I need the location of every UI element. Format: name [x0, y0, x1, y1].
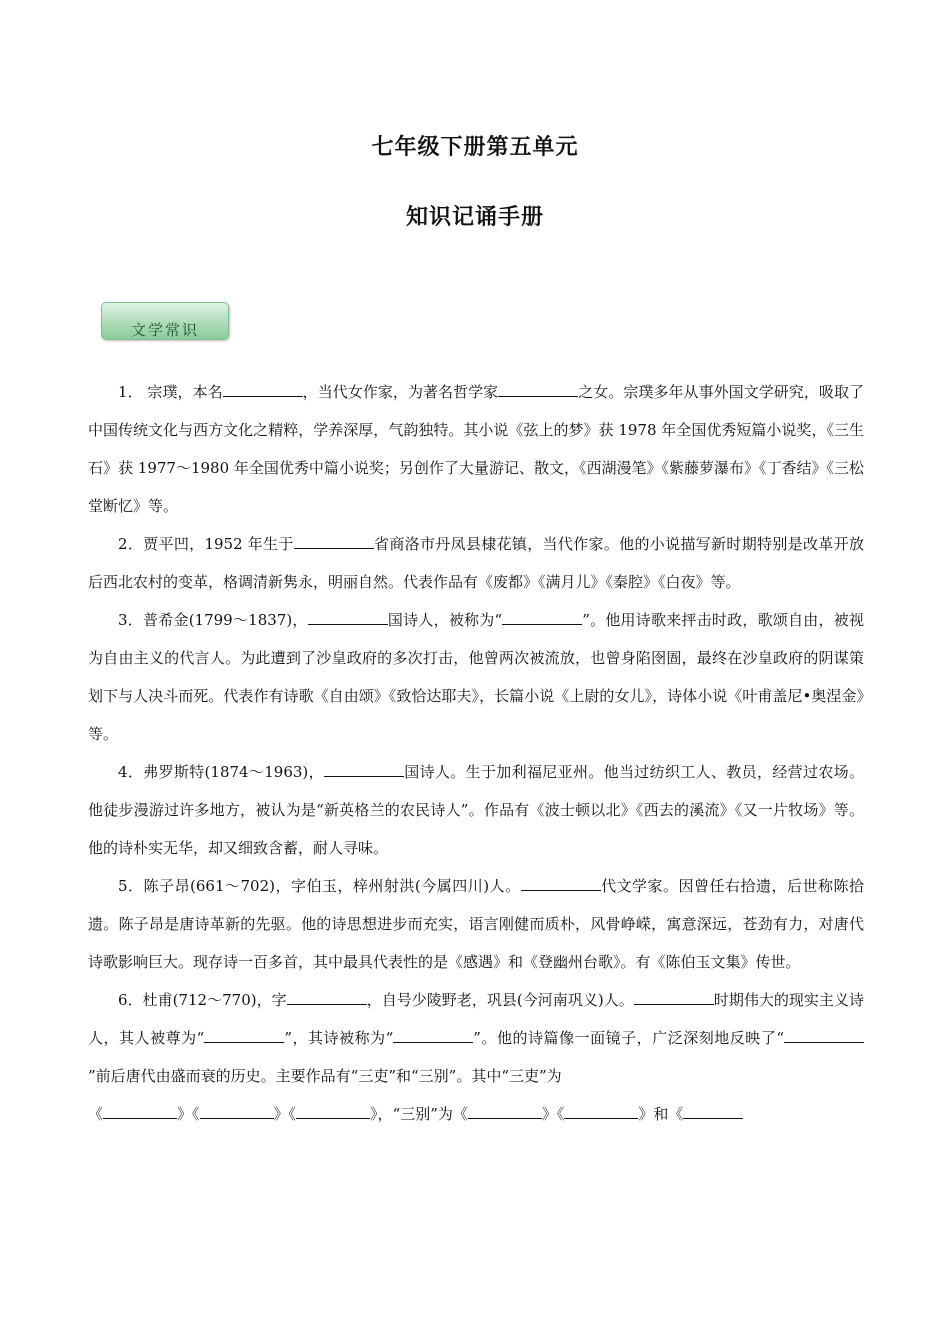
item-text: 1． 宗璞，本名	[118, 383, 223, 401]
item-text: ，当代女作家，为著名哲学家	[302, 383, 499, 401]
item-text: “三别”为《	[392, 1105, 468, 1123]
item-text: 3．普希金(1799～1837)，	[118, 611, 308, 629]
section-badge-label: 文学常识	[130, 321, 199, 339]
item-text: 之女。宗璞多年从事外国文学研究，吸取了中国传统文化与西方文化之精粹，学养深厚，气韵独特。其小说《弦上的梦》获 1978 年全国优秀短篇小说奖，《三生石》获 1977～1980 年全国优秀中篇小说奖；另创作了大量游记、散文，《西湖漫笔》《紫藤萝瀑布》《丁香结》《三松堂断忆》等。	[88, 383, 864, 515]
fill-blank[interactable]	[324, 758, 404, 777]
fill-blank[interactable]	[204, 1024, 284, 1043]
item-text: 》，	[370, 1105, 393, 1123]
fill-blank[interactable]	[498, 378, 578, 397]
fill-blank[interactable]	[287, 986, 367, 1005]
item-text: ”。他用诗歌来抨击时政，歌颂自由，被视为自由主义的代言人。为此遭到了沙皇政府的多次打击，他曾两次被流放，也曾身陷囹圄，最终在沙皇政府的阴谋策划下与人决斗而死。代表作有诗歌《自由颂》《致恰达耶夫》，长篇小说《上尉的女儿》，诗体小说《叶甫盖尼•奥涅金》等。	[88, 611, 864, 743]
item-text: 省商洛市丹凤县棣花镇，当代作家。他的小说描写新时期特别是改革开放后西北农村的变革，格调清新隽永，明丽自然。代表作品有《废都》《满月儿》《秦腔》《白夜》等。	[88, 535, 864, 591]
fill-blank[interactable]	[564, 1100, 638, 1119]
fill-blank[interactable]	[521, 872, 601, 891]
fill-blank[interactable]	[308, 606, 388, 625]
item-6	[88, 981, 864, 1095]
section-badge	[101, 302, 229, 340]
item-text: 4．弗罗斯特(1874～1963)，	[118, 763, 324, 781]
fill-blank[interactable]	[502, 606, 582, 625]
item-text: ”前后唐代由盛而衰的历史。主要作品有“三吏”和“三别”。其中“三吏”为	[88, 1067, 562, 1085]
fill-blank[interactable]	[103, 1100, 177, 1119]
document-title-line2: 知识记诵手册	[405, 204, 544, 230]
fill-blank[interactable]	[294, 530, 374, 549]
fill-blank[interactable]	[393, 1024, 473, 1043]
item-text: ”。他的诗篇像一面镜子，广泛深刻地反映了“	[473, 1029, 785, 1047]
item-4	[88, 753, 864, 867]
item-text: 》《	[177, 1105, 200, 1123]
item-text: 6．杜甫(712～770)，字	[118, 991, 287, 1009]
item-5	[88, 867, 864, 981]
item-3	[88, 601, 864, 753]
item-text: 》《	[541, 1105, 565, 1123]
item-text: 《	[88, 1105, 104, 1123]
item-text: 国诗人，被称为“	[387, 611, 503, 629]
fill-blank[interactable]	[296, 1100, 370, 1119]
fill-blank[interactable]	[223, 378, 303, 397]
document-body	[88, 373, 864, 1133]
item-text: 5．陈子昂(661～702)，字伯玉，梓州射洪(今属四川)人。	[118, 877, 521, 895]
item-text: 代文学家。因曾任右拾遗，后世称陈拾遗。陈子昂是唐诗革新的先驱。他的诗思想进步而充实，语言刚健而质朴，风骨峥嵘，寓意深远，苍劲有力，对唐代诗歌影响巨大。现存诗一百多首，其中最具代表性的是《感遇》和《登幽州台歌》。有《陈伯玉文集》传世。	[88, 877, 864, 971]
fill-blank[interactable]	[634, 986, 714, 1005]
item-6-continued	[88, 1095, 864, 1133]
item-text: ”，其诗被称为“	[284, 1029, 394, 1047]
item-text: 国诗人。生于加利福尼亚州。他当过纺织工人、教员，经营过农场。他徒步漫游过许多地方，被认为是“新英格兰的农民诗人”。作品有《波士顿以北》《西去的溪流》《又一片牧场》等。他的诗朴实无华，却又细致含蓄，耐人寻味。	[88, 763, 864, 857]
fill-blank[interactable]	[784, 1024, 864, 1043]
fill-blank[interactable]	[200, 1100, 274, 1119]
item-text: ，自号少陵野老，巩县(今河南巩义)人。	[366, 991, 634, 1009]
item-text: 时期伟大的现实主义诗人，其人被尊为“	[88, 991, 864, 1047]
fill-blank[interactable]	[683, 1100, 743, 1119]
document-title-line1: 七年级下册第五单元	[371, 134, 579, 160]
item-text: 》《	[273, 1105, 297, 1123]
item-1	[88, 373, 864, 525]
item-2	[88, 525, 864, 601]
item-text: 2．贾平凹，1952 年生于	[118, 535, 294, 553]
item-text: 》和《	[638, 1105, 684, 1123]
fill-blank[interactable]	[468, 1100, 542, 1119]
